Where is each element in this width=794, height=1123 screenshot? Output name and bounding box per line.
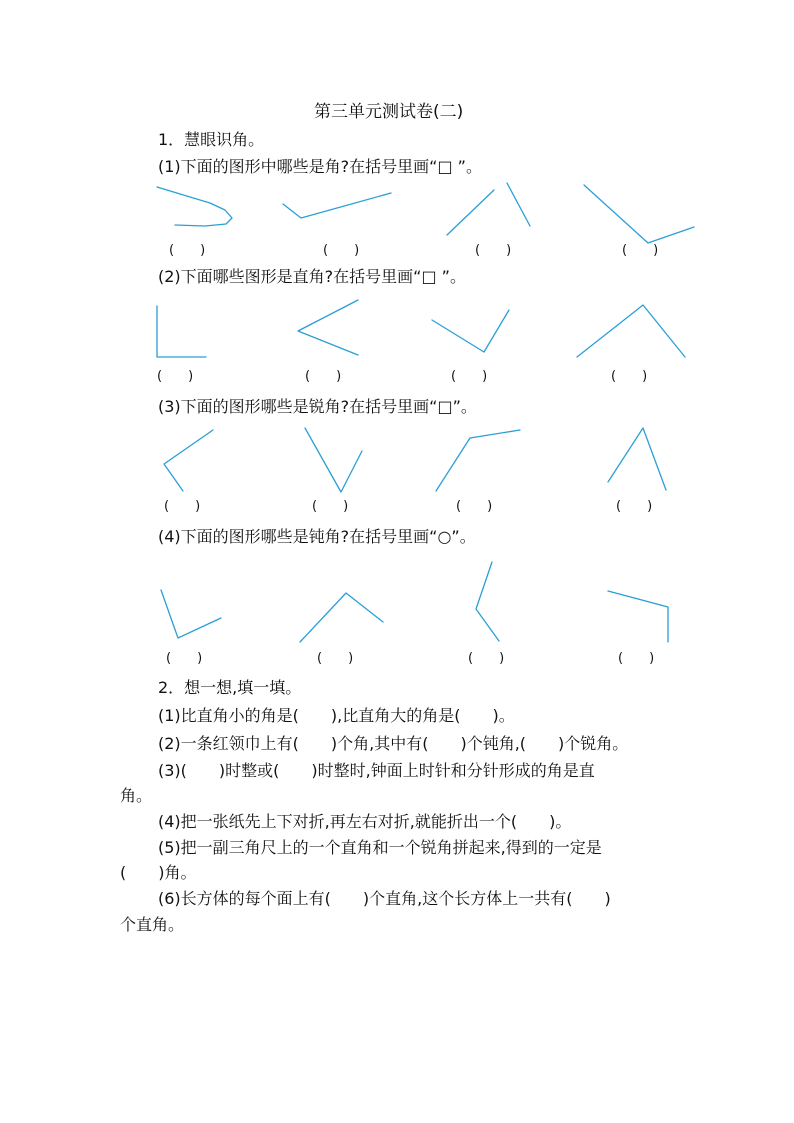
fig-1-2-angle (283, 193, 391, 218)
answer-blank[interactable]: ( ) (164, 499, 201, 514)
answer-blank[interactable]: ( ) (312, 499, 349, 514)
fig-1-4-angle (584, 185, 694, 243)
answer-blank[interactable]: ( ) (611, 369, 648, 384)
fig-2-1-right-angle (157, 306, 206, 357)
answer-blank[interactable]: ( ) (468, 651, 505, 666)
fig-2-4-angle (577, 305, 685, 357)
fill-item-5: (5)把一副三角尺上的一个直角和一个锐角拼起来,得到的一定是 (158, 838, 602, 857)
question-1-2: (2)下面哪些图形是直角?在括号里画“□ ”。 (158, 267, 466, 286)
answer-blank[interactable]: ( ) (305, 369, 342, 384)
fill-item-6: (6)长方体的每个面上有( )个直角,这个长方体上一共有( ) (158, 889, 611, 908)
fig-4-1-angle (161, 590, 221, 638)
answer-blank[interactable]: ( ) (317, 651, 354, 666)
fill-item-2: (2)一条红领巾上有( )个角,其中有( )个钝角,( )个锐角。 (158, 734, 629, 753)
question-1-4: (4)下面的图形哪些是钝角?在括号里画“○”。 (158, 527, 476, 546)
fig-4-3-angle (476, 562, 499, 641)
fill-item-4: (4)把一张纸先上下对折,再左右对折,就能折出一个( )。 (158, 812, 572, 831)
section2-heading: 2．想一想,填一填。 (158, 678, 302, 697)
fill-item-3-cont: 角。 (120, 786, 153, 805)
fig-3-1-angle (164, 430, 213, 491)
question-1-3: (3)下面的图形哪些是锐角?在括号里画“□”。 (158, 397, 477, 416)
answer-blank[interactable]: ( ) (622, 243, 659, 258)
question-1-1: (1)下面的图形中哪些是角?在括号里画“□ ”。 (158, 157, 482, 176)
answer-blank[interactable]: ( ) (169, 243, 206, 258)
fill-item-5-cont: ( )角。 (120, 863, 197, 882)
answer-blank[interactable]: ( ) (456, 499, 493, 514)
answer-blank[interactable]: ( ) (475, 243, 512, 258)
answer-blank[interactable]: ( ) (618, 651, 655, 666)
fig-4-2-angle (300, 593, 383, 642)
answer-blank[interactable]: ( ) (157, 369, 194, 384)
fig-3-2-angle (305, 428, 362, 492)
page-title: 第三单元测试卷(二) (314, 102, 464, 122)
section1-heading: 1．慧眼识角。 (158, 130, 265, 149)
fill-item-6-cont: 个直角。 (120, 915, 185, 934)
answer-blank[interactable]: ( ) (323, 243, 360, 258)
fig-1-1-curve (157, 187, 232, 226)
fig-4-4-angle (608, 591, 668, 642)
fig-3-4-angle (608, 428, 666, 490)
fill-item-1: (1)比直角小的角是( ),比直角大的角是( )。 (158, 706, 515, 725)
fig-2-2-angle (298, 300, 358, 355)
fill-item-3: (3)( )时整或( )时整时,钟面上时针和分针形成的角是直 (158, 761, 595, 780)
answer-blank[interactable]: ( ) (451, 369, 488, 384)
fig-1-3-open-lines (447, 190, 494, 235)
fig-2-3-angle (432, 310, 509, 352)
answer-blank[interactable]: ( ) (616, 499, 653, 514)
fig-1-3b-open-lines (507, 183, 530, 226)
fig-3-3-angle (436, 430, 520, 491)
answer-blank[interactable]: ( ) (166, 651, 203, 666)
